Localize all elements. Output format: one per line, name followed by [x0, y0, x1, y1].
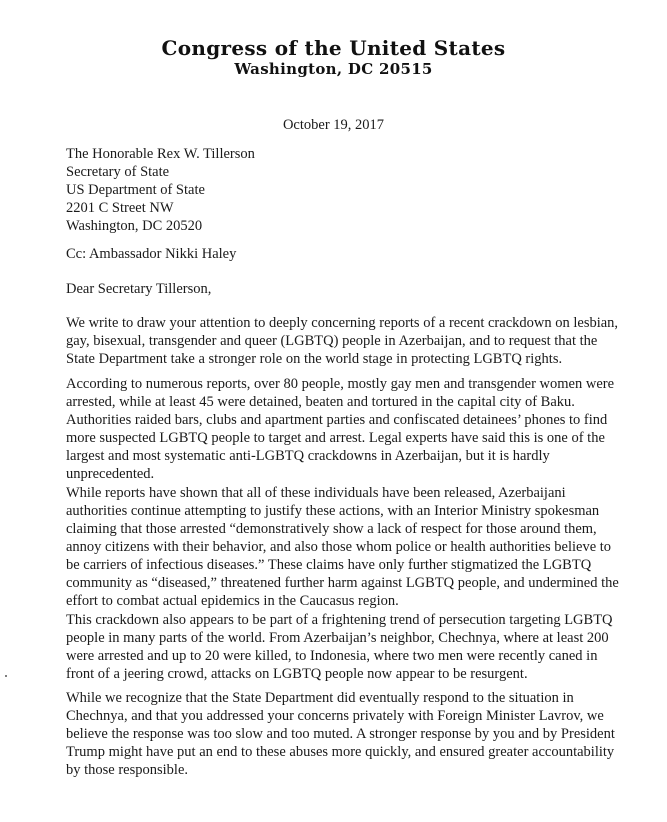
letterhead-title: Congress of the United States [161, 36, 506, 60]
paragraph-trend: This crackdown also appears to be part of a frightening trend of persecution targeting LGBTQ people in many parts of the world. From Azerbaijan’s neighbor, Chechnya, where at least 200 were arrested and up to 20 were killed, to Indonesia, where two men were recently caned in front of a jeering crowd, attacks on LGBTQ people now appear to be resurgent. [66, 612, 613, 682]
recipient-line: 2201 C Street NW [66, 200, 174, 216]
letterhead-address: Washington, DC 20515 [234, 60, 433, 78]
paragraph-justification: While reports have shown that all of these individuals have been released, Azerbaijani authorities continue attempting to justify these actions, with an Interior Ministry spokesman claiming that those arrested “demonstratively show a lack of respect for those around them, annoy citizens with their behavior, and also those whom police or health authorities believe to be carriers of infectious diseases.” These claims have only further stigmatized the LGBTQ community as “diseased,” threatened further harm against LGBTQ people, and undermined the effort to combat actual epidemics in the Caucasus region. [66, 485, 619, 609]
paragraph-reports: According to numerous reports, over 80 people, mostly gay men and transgender women were arrested, while at least 45 were detained, beaten and tortured in the capital city of Baku. Authorities raided bars, clubs and apartment parties and confiscated detainees’ phones to find more suspected LGBTQ people to target and arrest. Legal experts have said this is one of the largest and most systematic anti-LGBTQ crackdowns in Azerbaijan, but it is hardly unprecedented. [66, 376, 615, 482]
paragraph-response: While we recognize that the State Department did eventually respond to the situation in Chechnya, and that you addressed your concerns privately with Foreign Minister Lavrov, we believe the response was too slow and too muted. A stronger response by you and by President Trump might have put an end to these abuses more quickly, and ensured greater accountability by those responsible. [66, 690, 615, 778]
recipient-address [66, 145, 622, 235]
salutation: Dear Secretary Tillerson, [66, 281, 212, 297]
recipient-line: The Honorable Rex W. Tillerson [66, 146, 255, 162]
recipient-line: Washington, DC 20520 [66, 218, 203, 234]
paragraph-intro: We write to draw your attention to deeply concerning reports of a recent crackdown on lesbian, gay, bisexual, transgender and queer (LGBTQ) people in Azerbaijan, and to request that the State Department take a stronger role on the world stage in protecting LGBTQ rights. [66, 315, 619, 367]
recipient-line: Secretary of State [66, 164, 170, 180]
cc-line: Cc: Ambassador Nikki Haley [66, 246, 237, 262]
recipient-line: US Department of State [66, 182, 205, 198]
scan-speck [5, 675, 7, 677]
letter-date: October 19, 2017 [282, 117, 385, 133]
